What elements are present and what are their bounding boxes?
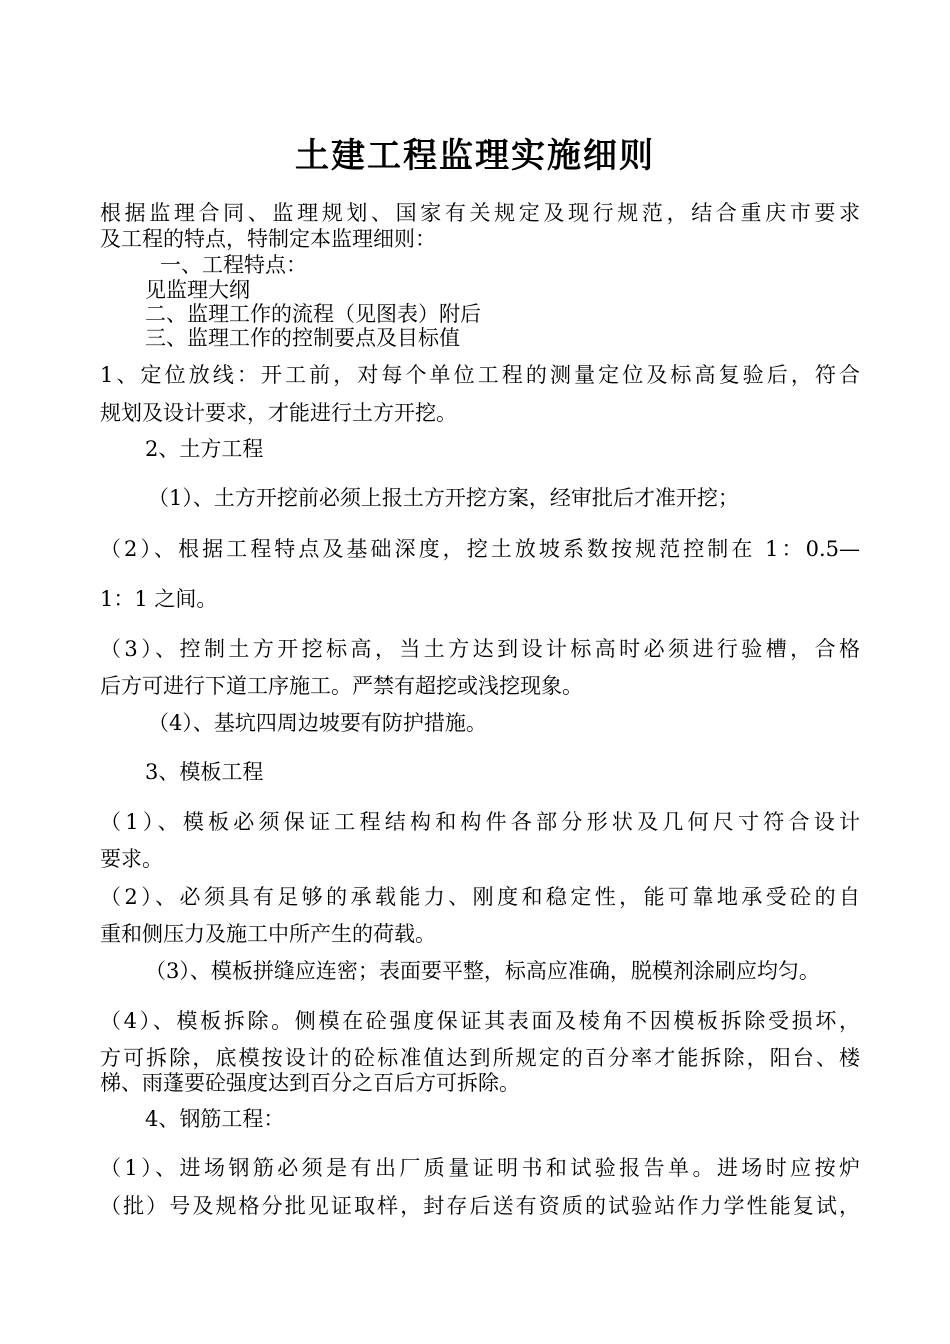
text-line: 重和侧压力及施工中所产生的荷载。 [100, 922, 436, 946]
text-line: 3、模板工程 [145, 760, 264, 784]
text-line: 要求。 [100, 847, 163, 871]
text-line: 4、钢筋工程： [145, 1107, 285, 1131]
text-line: 方可拆除，底模按设计的砼标准值达到所规定的百分率才能拆除，阳台、楼 [100, 1046, 860, 1070]
text-line: （1）、进场钢筋必须是有出厂质量证明书和试验报告单。进场时应按炉 [100, 1156, 860, 1180]
text-line: 规划及设计要求，才能进行土方开挖。 [100, 401, 457, 425]
text-line: （批）号及规格分批见证取样，封存后送有资质的试验站作力学性能复试， [100, 1194, 860, 1218]
text-line: 后方可进行下道工序施工。严禁有超挖或浅挖现象。 [100, 674, 583, 698]
text-line: （2）、根据工程特点及基础深度，挖土放坡系数按规范控制在 1：0.5— [100, 537, 860, 561]
text-line: （4）、模板拆除。侧模在砼强度保证其表面及棱角不因模板拆除受损坏， [100, 1009, 860, 1033]
text-line: 根据监理合同、监理规划、国家有关规定及现行规范，结合重庆市要求 [100, 201, 860, 225]
text-line: 三、监理工作的控制要点及目标值 [145, 326, 460, 350]
text-line: （4）、基坑四周边坡要有防护措施。 [148, 711, 487, 735]
text-line: （1）、模板必须保证工程结构和构件各部分形状及几何尺寸符合设计 [100, 810, 860, 834]
text-line: 二、监理工作的流程（见图表）附后 [145, 302, 481, 326]
text-line: （3）、控制土方开挖标高，当土方达到设计标高时必须进行验槽，合格 [100, 637, 860, 661]
text-line: （3）、模板拼缝应连密；表面要平整，标高应准确，脱模剂涂刷应均匀。 [145, 959, 820, 983]
text-line: 一、工程特点： [160, 253, 307, 277]
text-line: 及工程的特点，特制定本监理细则： [100, 227, 436, 251]
text-line: 1、定位放线：开工前，对每个单位工程的测量定位及标高复验后，符合 [100, 363, 860, 387]
text-line: 1：1 之间。 [100, 587, 218, 611]
text-line: （1）、土方开挖前必须上报土方开挖方案，经审批后才准开挖； [148, 486, 739, 510]
text-line: （2）、必须具有足够的承载能力、刚度和稳定性，能可靠地承受砼的自 [100, 885, 860, 909]
text-line: 2、土方工程 [145, 437, 264, 461]
page-title: 土建工程监理实施细则 [295, 136, 655, 176]
text-line: 梯、雨蓬要砼强度达到百分之百后方可拆除。 [100, 1071, 520, 1095]
text-line: 见监理大纲 [145, 278, 250, 302]
